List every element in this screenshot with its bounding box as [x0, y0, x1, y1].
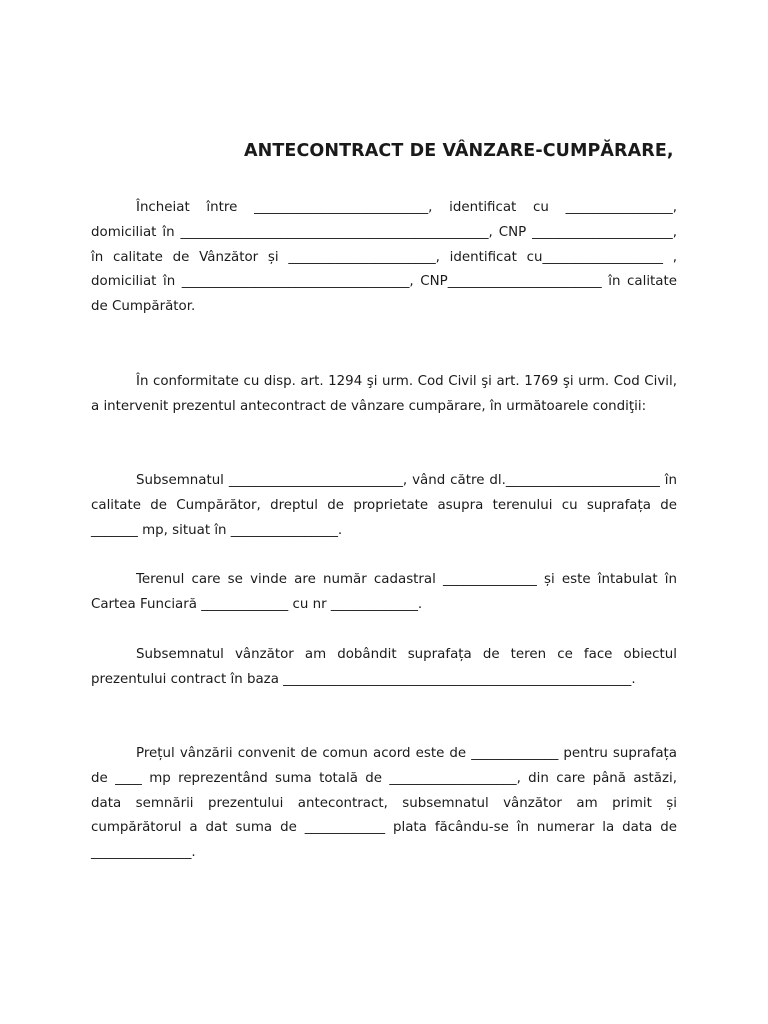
paragraph-parties: [91, 196, 677, 320]
paragraph-text: În conformitate cu disp. art. 1294 şi urm. Cod Civil şi art. 1769 şi urm. Cod Civil, a intervenit prezentul antecontract de vânzare cumpărare, în următoarele condiţii:: [91, 374, 677, 414]
paragraph-text: Subsemnatul vânzător am dobândit suprafața de teren ce face obiectul prezentului contract în baza ____________________________________________________.: [91, 647, 677, 687]
paragraph-text: Prețul vânzării convenit de comun acord este de _____________ pentru suprafața de ____ mp reprezentând suma totală de ___________________, din care până astăzi, data semnării prezentului antecontract, subsemnatul vânzător am primit și cumpărătorul a dat suma de ____________ plata făcându-se în numerar la data de _______________.: [91, 746, 677, 861]
paragraph-text: Terenul care se vinde are număr cadastral ______________ și este întabulat în Cartea Funciară _____________ cu nr _____________.: [91, 572, 677, 612]
paragraph-text: Subsemnatul __________________________, vând către dl._______________________ în calitate de Cumpărător, dreptul de proprietate asupra terenului cu suprafața de _______ mp, situat în ________________.: [91, 473, 677, 538]
paragraph-legal-basis: [91, 370, 677, 420]
paragraph-acquisition: [91, 643, 677, 693]
paragraph-cadastral: [91, 568, 677, 618]
paragraph-price: [91, 742, 677, 866]
document-title: ANTECONTRACT DE VÂNZARE-CUMPĂRARE,: [244, 141, 674, 161]
paragraph-sale-object: [91, 469, 677, 543]
paragraph-text: Încheiat între __________________________, identificat cu ________________, domiciliat în ______________________________________________, CNP _____________________, în calitate de Vânzător și ______________________, identificat cu__________________ , domiciliat în __________________________________, CNP_______________________ în calitate de Cumpărător.: [91, 200, 677, 315]
